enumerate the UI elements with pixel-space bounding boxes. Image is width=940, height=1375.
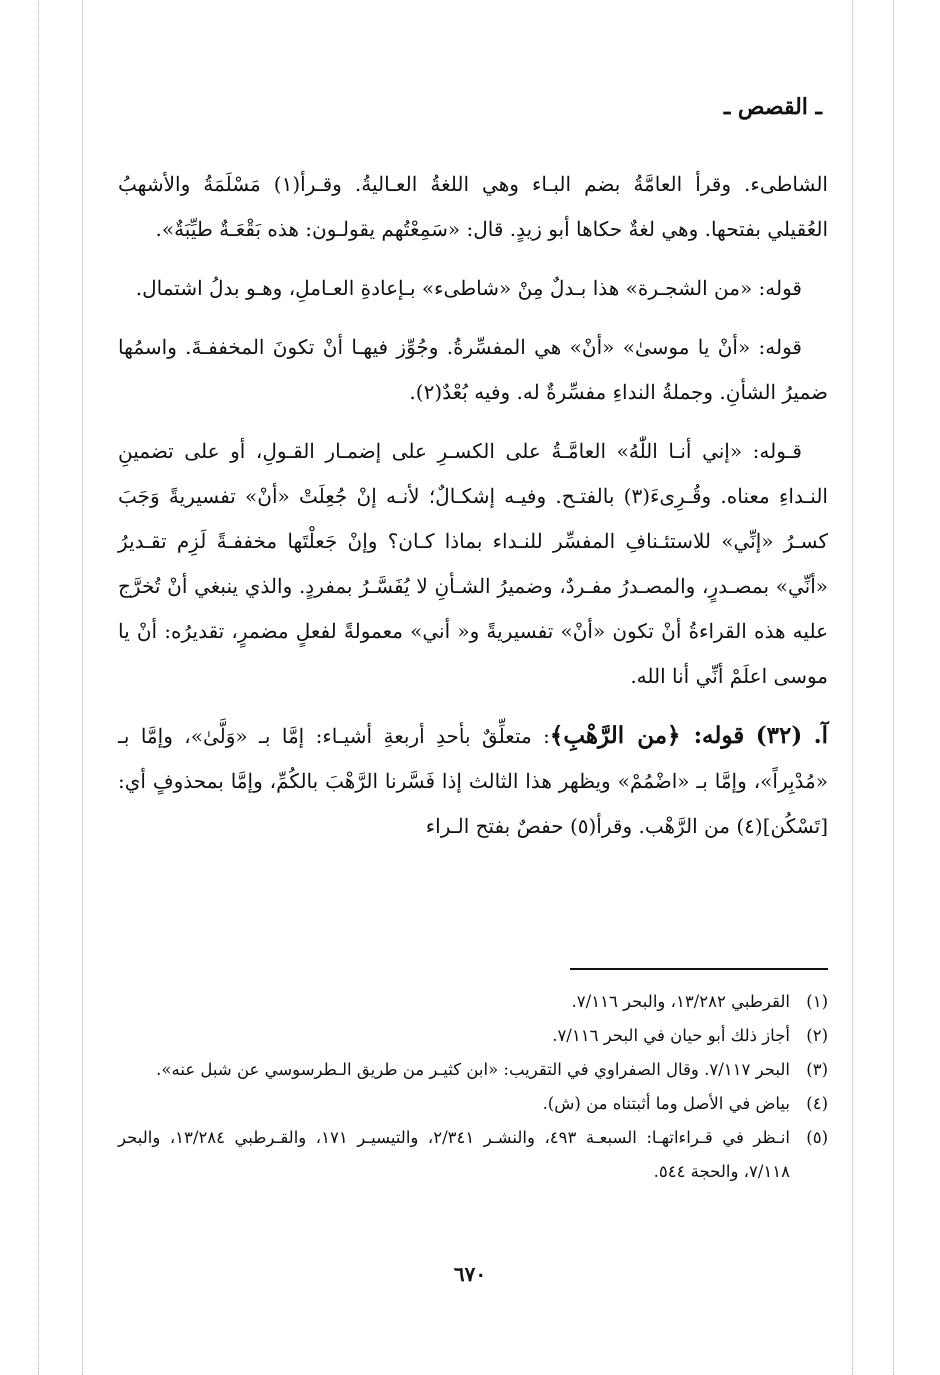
footnote-number: (٥) [806,1128,828,1147]
footnote-text: البحر ٧/١١٧. وقال الصفراوي في التقريب: «ابن كثيـر من طريق الـطرسوسي عن شبل عنه». [156,1060,790,1079]
paragraph: قوله: «من الشجـرة» هذا بـدلٌ مِنْ «شاطىء» بـإعادةِ العـاملِ، وهـو بدلُ اشتمال. [135,276,802,300]
footnote-text: أجاز ذلك أبو حيان في البحر ٧/١١٦. [552,1026,790,1045]
scan-guide-line [38,0,39,1375]
footnote-number: (٢) [806,1026,828,1045]
page-number: ٦٧٠ [453,1262,487,1286]
footnote-text: بياض في الأصل وما أثبتناه من (ش). [542,1094,790,1113]
footnotes [118,985,828,1189]
verse-lead: قوله: ﴿من الرَّهْبِ﴾ [549,722,745,749]
footnote-number: (١) [806,992,828,1011]
paragraph: قـوله: «إني أنـا اللّٰهُ» العامَّـةُ على الكسـرِ على إضمـار القـولِ، أو على تضمينِ النـداءِ معناه. وقُـرِىءَ(٣) بالفتـح. وفيـه إشكـالٌ؛ لأنـه إنْ جُعِلَتْ «أنْ» تفسيريةً وَجَبَ كسـرُ «إنِّي» للاستئـنافِ المفسِّر للنـداء بماذا كـان؟ وإنْ جَعلْتَها مخففـةً لَزِم تقـديرُ «أنِّي» بمصـدرٍ، والمصـدرُ مفـردٌ، وضميرُ الشـأنِ لا يُفَسَّـرُ بمفردٍ. والذي ينبغي أنْ تُخرَّج عليه هذه القراءةُ أنْ تكون «أنْ» تفسيريةً و« أني» معمولةً لفعلٍ مضمرٍ، تقديرُه: أنْ يا موسى اعلَمْ أنِّي أنا الله. [118,439,828,688]
footnote [118,1053,828,1087]
footnote-text: انـظر في قـراءاتهـا: السبعـة ٤٩٣، والنشـر ٢/٣٤١، والتيسيـر ١٧١، والقـرطبي ١٣/٢٨٤، والبحر ٧/١١٨، والحجة ٥٤٤. [118,1128,791,1181]
footnote [118,1019,828,1053]
verse-text: : متعلِّقٌ بأحدِ أربعةِ أشيـاء: إمَّا بـ «وَلَّىٰ»، وإمَّا بـ «مُدْبِراً»، وإمَّا بـ «اضْمُمْ» ويظهر هذا الثالث إذا فَسَّرنا الرَّهْبَ بالكُمِّ، وإمَّا بمحذوفٍ أي: [تَسْكُن](٤) من الرَّهْب. وقرأ(٥) حفصٌ بفتح الـراء [118,724,828,838]
footnote [118,1087,828,1121]
paragraph: الشاطىء. وقرأ العامَّةُ بضم البـاء وهي اللغةُ العـاليةُ. وقـرأ(١) مَسْلَمَةُ والأشهبُ العُقيلي بفتحها. وهي لغةٌ حكاها أبو زيدٍ. قال: «سَمِعْتُهم يقولـون: هذه بَقْعَـةٌ طيِّبَةٌ». [118,172,828,241]
footnote [118,985,828,1019]
scan-guide-line [893,0,894,1375]
scan-guide-line [82,0,83,1375]
footnote-number: (٣) [806,1060,828,1079]
footnote-divider [570,968,828,970]
running-header: ـ القصص ـ [723,94,822,120]
paragraph: قوله: «أنْ يا موسىٰ» «أنْ» هي المفسِّرةُ. وجُوِّز فيهـا أنْ تكونَ المخففـةَ. واسمُها ضميرُ الشأنِ. وجملةُ النداءِ مفسِّرةٌ له. وفيه بُعْدٌ(٢). [118,335,828,404]
footnote-text: القرطبي ١٣/٢٨٢، والبحر ٧/١١٦. [571,992,790,1011]
verse-number: (٣٢) [755,722,803,749]
footnote [118,1121,828,1189]
scan-guide-line [852,0,853,1375]
footnote-number: (٤) [806,1094,828,1113]
main-text [118,162,828,863]
verse-commentary [118,713,828,849]
verse-marker: آ. [813,722,829,749]
